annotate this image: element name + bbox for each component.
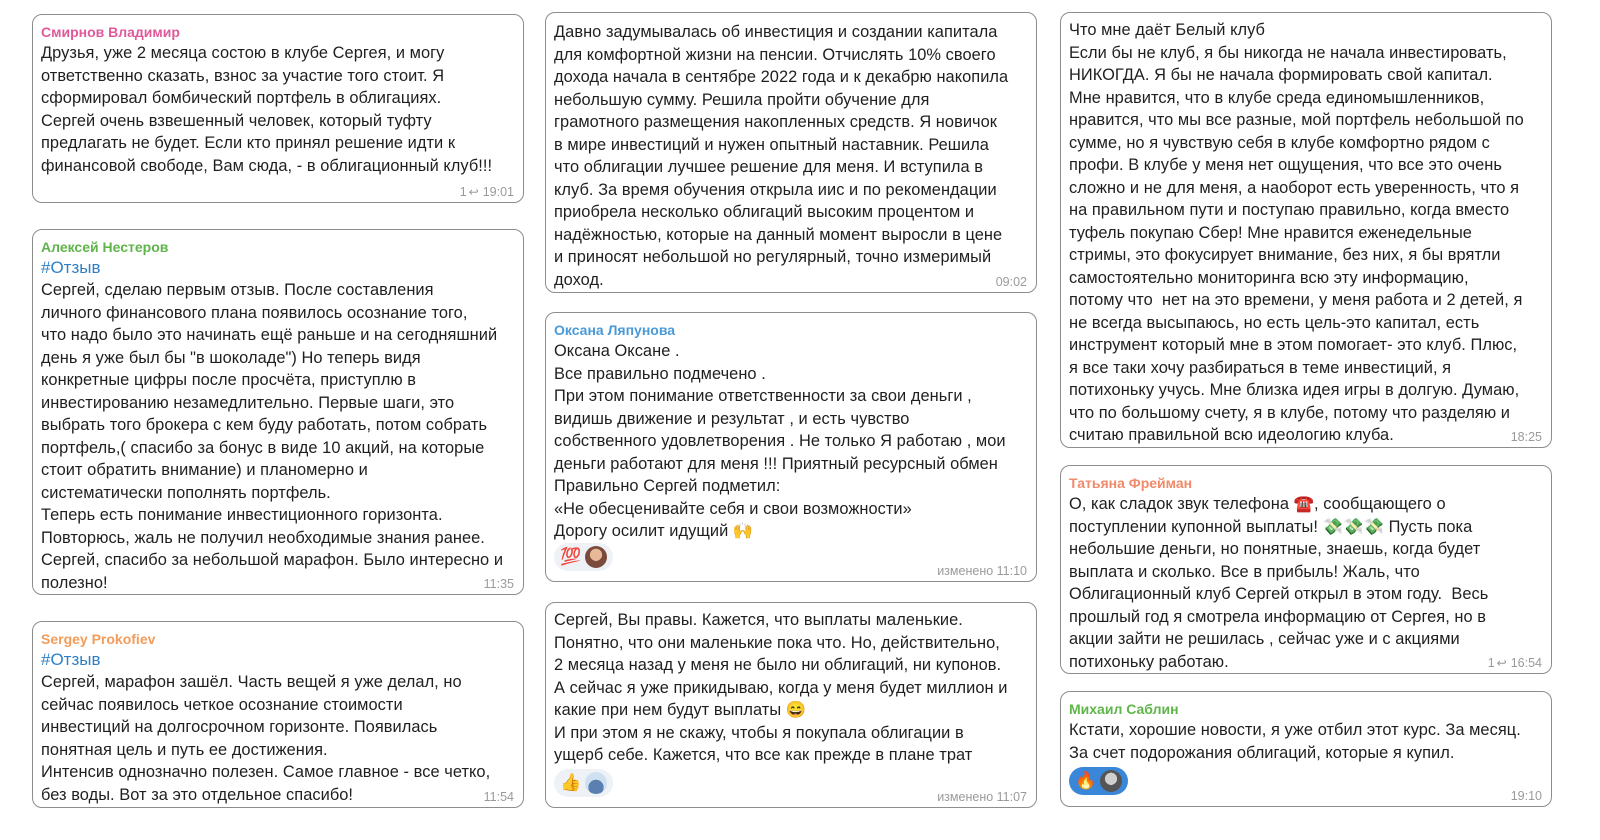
avatar	[585, 546, 607, 568]
message-text: О, как сладок звук телефона ☎️, сообщающего о поступлении купонной выплаты! 💸💸💸 Пусть пока небольшие деньги, но понятные, знаешь, когда будет выплата и сколько. Все в прибыль! Жаль, что Облигационный клуб Сергей открыл в этом году. Весь прошлый год я смотрела информацию от Сергея, но в акции зайти не решилась , сейчас уже и с акциями потихоньку работаю.	[1069, 495, 1489, 671]
message-card[interactable]	[545, 602, 1037, 808]
message-meta	[1511, 430, 1542, 444]
message-time: изменено 11:10	[937, 564, 1027, 578]
message-text: Друзья, уже 2 месяца состою в клубе Сергея, и могу ответственно сказать, взнос за участие того стоит. Я сформировал бомбический портфель в облигациях. Сергей очень взвешенный человек, который туфту предлагать не будет. Если кто принял решение идти к финансовой свободе, Вам сюда, - в облигационный клуб!!!	[41, 44, 493, 175]
message-time: 18:25	[1510, 430, 1542, 444]
reaction-chip[interactable]	[554, 543, 613, 571]
avatar	[1100, 770, 1122, 792]
message-time: 19:10	[1510, 789, 1542, 803]
message-card[interactable]	[545, 312, 1037, 582]
message-text: Что мне даёт Белый клуб Если бы не клуб, я бы никогда не начала инвестировать, НИКОГДА. Я бы не начала формировать свой капитал. Мне нравится, что в клубе среда единомышленников, нравится, что мы все разные, мой портфель небольшой по сумме, но я чувствую себя в клубе комфортно рядом с профи. В клубе у меня нет ощущения, что все это очень сложно и не для меня, а наоборот есть уверенность, что я на правильном пути и поступаю правильно, когда вместо туфель покупаю Сбер! Мне нравится еженедельные стримы, это фокусирует внимание, без них, я бы врятли самостоятельно мониторинга всю эту информацию, потому что нет на это времени, у меня работа и 2 детей, я не всегда высыпаюсь, но есть цель-это капитал, есть инструмент который мне в этом помогает- это клуб. Плюс, я все таки хочу разбираться в теме инвестиций, я потихоньку учусь. Мне близка идея игры в долгую. Думаю, что по большому счету, я в клубе, потому что разделяю и считаю правильной всю идеологию клуба.	[1069, 21, 1524, 444]
message-text: Давно задумывалась об инвестиция и создании капитала для комфортной жизни на пенсии. Отчислять 10% своего дохода начала в сентябре 2022 года и к декабрю накопила небольшую сумму. Решила пройти обучение для грамотного размещения накопленных средств. Я новичок в мире инвестиций и нужен опытный наставник. Решила что облигации лучшее решение для меня. И вступила в клуб. За время обучения открыла иис и по рекомендации приобрела несколько облигаций высоким процентом и надёжностью, которые на данный момент выросли в цене и приносят небольшой но регулярный, точно измеримый доход.	[554, 23, 1009, 289]
message-text: Кстати, хорошие новости, я уже отбил этот курс. За месяц. За счет подорожания облигаций, которые я купил.	[1069, 721, 1521, 762]
message-time: 11:35	[483, 577, 514, 591]
message-text: Сергей, марафон зашёл. Часть вещей я уже делал, но сейчас появилось четкое осознание стоимости инвестиций на долгосрочном горизонте. Появилась понятная цель и путь ее достижения. Интенсив однозначно полезен. Самое главное - все четко, без воды. Вот за это отдельное спасибо!	[41, 673, 491, 804]
message-time: 16:54	[1510, 656, 1542, 670]
message-meta	[1511, 789, 1542, 803]
message-card[interactable]	[1060, 691, 1552, 807]
message-meta	[996, 275, 1027, 289]
message-meta	[460, 185, 514, 199]
message-card[interactable]	[32, 14, 524, 203]
avatar	[585, 772, 607, 794]
reply-arrow-icon: ↩	[468, 185, 479, 199]
author-name[interactable]: Смирнов Владимир	[41, 24, 180, 40]
message-time: 09:02	[995, 275, 1027, 289]
author-name[interactable]: Татьяна Фрейман	[1069, 475, 1193, 491]
reply-arrow-icon: ↩	[1496, 656, 1507, 670]
message-time: изменено 11:07	[937, 790, 1027, 804]
reply-count-value: 1	[459, 185, 467, 199]
message-card[interactable]	[1060, 465, 1552, 674]
reaction-chip[interactable]	[554, 769, 613, 797]
message-meta	[937, 790, 1027, 804]
message-text: Сергей, Вы правы. Кажется, что выплаты маленькие. Понятно, что они маленькие пока что. Но, действительно, 2 месяца назад у меня не было ни облигаций, ни купонов. А сейчас я уже прикидываю, когда у меня будет миллион и какие при нем будут выплаты 😄 И при этом я не скажу, чтобы я покупала облигации в ущерб себе. Кажется, что все как прежде в плане трат	[554, 611, 1008, 764]
hashtag-link[interactable]: #Отзыв	[41, 258, 101, 277]
message-card[interactable]	[1060, 12, 1552, 448]
hundred-points-icon: 💯	[560, 547, 582, 566]
message-meta	[937, 564, 1027, 578]
author-name[interactable]: Михаил Саблин	[1069, 701, 1179, 717]
message-text: Сергей, сделаю первым отзыв. После составления личного финансового плана появилось осознание того, что надо было это начинать ещё раньше и на сегодняшний день я уже был бы "в шоколаде") Но теперь видя конкретные цифры после просчёта, приступлю в инвестированию незамедлительно. Первые шаги, это выбрать того брокера с кем буду работать, потом собрать портфель,( спасибо за бонус в виде 10 акций, на которые стоит обратить внимание) и планомерно и систематически пополнять портфель. Теперь есть понимание инвестиционного горизонта. Повторюсь, жаль не получил необходимые знания ранее. Сергей, спасибо за небольшой марафон. Было интересно и полезно!	[41, 281, 504, 592]
message-card[interactable]	[545, 12, 1037, 293]
thumbs-up-icon: 👍	[560, 773, 582, 792]
reply-count[interactable]	[460, 185, 479, 199]
message-card[interactable]	[32, 229, 524, 595]
hashtag-link[interactable]: #Отзыв	[41, 650, 101, 669]
message-meta	[484, 577, 514, 591]
reply-count[interactable]	[1488, 656, 1507, 670]
message-time: 11:54	[483, 790, 514, 804]
message-card[interactable]	[32, 621, 524, 808]
fire-icon: 🔥	[1075, 771, 1097, 790]
author-name[interactable]: Sergey Prokofiev	[41, 631, 156, 647]
author-name[interactable]: Алексей Нестеров	[41, 239, 169, 255]
message-meta	[484, 790, 514, 804]
reply-count-value: 1	[1487, 656, 1495, 670]
reaction-chip[interactable]	[1069, 767, 1128, 795]
author-name[interactable]: Оксана Ляпунова	[554, 322, 676, 338]
message-time: 19:01	[482, 185, 514, 199]
message-text: Оксана Оксане . Все правильно подмечено . При этом понимание ответственности за свои деньги , видишь движение и результат , и есть чувство собственного удовлетворения . Не только Я работаю , мои деньги работают для меня !!! Приятный ресурсный обмен Правильно Сергей подметил: «Не обесценивайте себя и свои возможности» Дорогу осилит идущий 🙌	[554, 342, 1006, 540]
message-meta	[1488, 656, 1542, 670]
